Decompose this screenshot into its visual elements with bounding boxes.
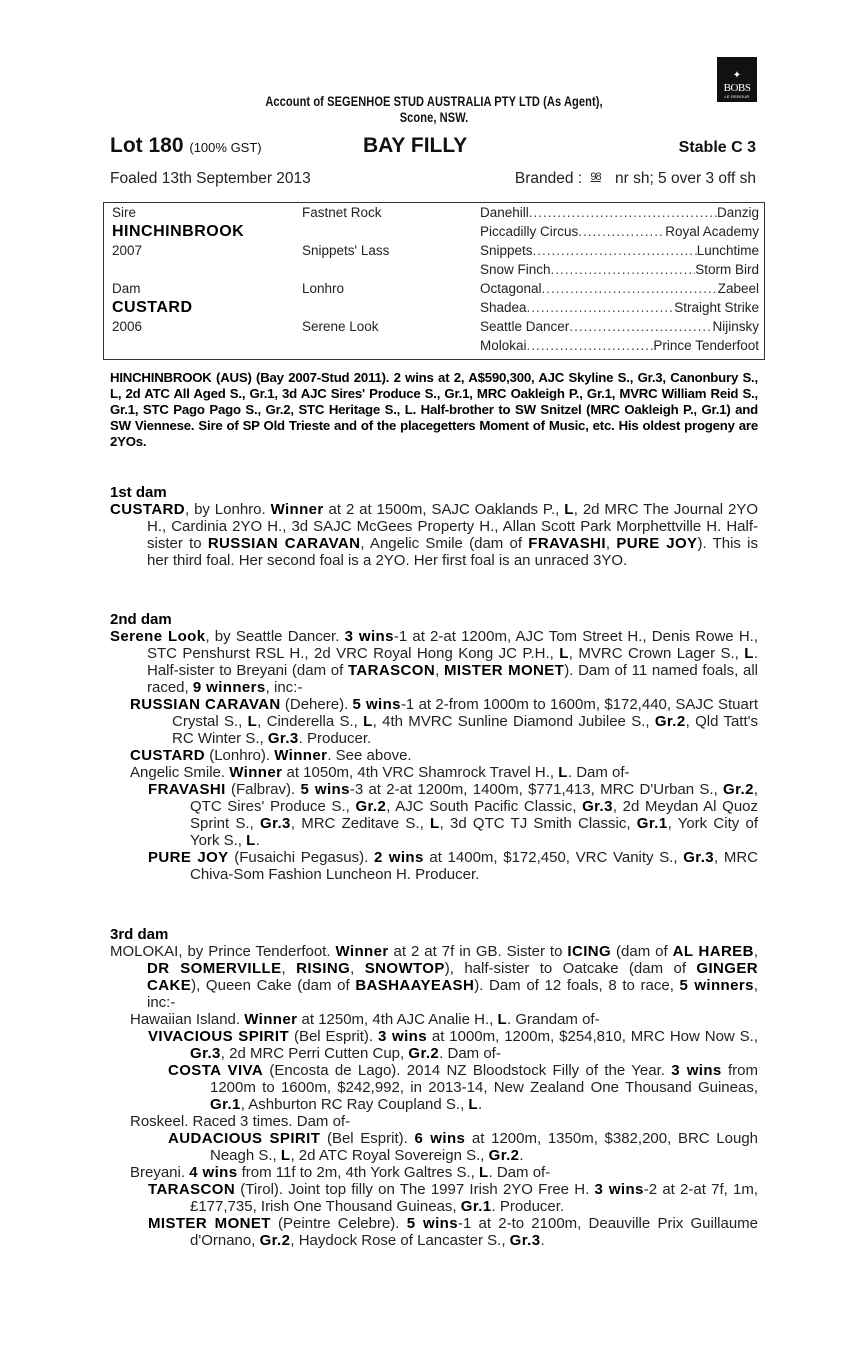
dam-name: CUSTARD [112,299,193,316]
text: , [350,960,365,977]
bold-text: L [247,713,258,730]
bold-text: L [558,764,568,781]
lot-number [110,134,262,158]
pedigree-entry [110,628,758,696]
pedigree-entry [110,1215,758,1249]
leader-dots [529,203,717,222]
section-heading: 1st dam [110,484,167,501]
bold-text: Serene Look [110,628,206,645]
text: ), Queen Cake (dam of [191,977,356,994]
gst-note: (100% GST) [189,140,262,155]
first-dam-section [110,484,758,569]
bold-text: SNOWTOP [364,960,445,977]
text: Breyani. [130,1164,190,1181]
bold-text: Gr.2 [259,1232,291,1249]
text: , 2d MRC The Journal 2YO H., Cardinia 2YO H., 3d SAJC McGees Property H., Allan Scott Park Morphettville H. Half-sister to [147,501,758,552]
sire-dam: Snippets' Lass [302,243,390,258]
bold-text: FRAVASHI [528,535,606,552]
bold-text: Winner [244,1011,298,1028]
bold-text: Gr.1 [210,1096,241,1113]
bold-text: 5 wins [352,696,401,713]
bold-text: COSTA VIVA [168,1062,264,1079]
bold-text: MISTER MONET [443,662,565,679]
text: ). This is her third foal. Her second foal is a 2YO. Her first foal is an unraced 3YO. [147,535,758,569]
pedigree-row: Snow Finch ..... Storm Bird [480,260,759,279]
bold-text: Gr.3 [509,1232,541,1249]
bold-text: RUSSIAN CARAVAN [130,696,281,713]
text: , MRC Chiva-Som Fashion Luncheon H. Producer. [190,849,759,883]
bold-text: Gr.3 [582,798,613,815]
pedigree-row: Piccadilly Circus ..... Royal Academy [480,222,759,241]
text: , 2d ATC Royal Sovereign S., [290,1147,489,1164]
bold-text: ICING [567,943,612,960]
text: -1 at 2-from 1000m to 1600m, $172,440, SAJC Stuart Crystal S., [172,696,759,730]
text: , inc:- [147,977,759,1011]
text: , [281,960,297,977]
pedigree-row: Snippets ..... Lunchtime [480,241,759,260]
text: Angelic Smile. [130,764,230,781]
vendor-line-2: Scone, NSW. [399,110,469,125]
text: Hawaiian Island. [130,1011,245,1028]
branded-info [515,170,756,188]
text: . [255,832,260,849]
bold-text: Winner [335,943,389,960]
text: (Tirol). Joint top filly on The 1997 Irish 2YO Free H. [235,1181,595,1198]
text: (dam of [611,943,673,960]
text: (Dehere). [280,696,353,713]
leader-dots [533,241,697,260]
text: from 11f to 2m, 4th York Galtres S., [237,1164,479,1181]
pedigree-entry [110,696,758,747]
text: (Bel Esprit). [320,1130,415,1147]
text: at 2 at 1500m, SAJC Oaklands P., [323,501,565,518]
bold-text: CUSTARD [130,747,206,764]
text: . [519,1147,524,1164]
pedigree-row: Shadea ..... Straight Strike [480,298,759,317]
foaled-date: Foaled 13th September 2013 [110,170,311,187]
pedigree-entry [110,781,758,849]
leader-dots [578,222,665,241]
text: -2 at 2-at 7f, 1m, £177,735, Irish One Thousand Guineas, [190,1181,758,1215]
pedigree-entry [110,1181,758,1215]
dam-dam: Serene Look [302,319,379,334]
bold-text: 5 winners [679,977,754,994]
bold-text: Winner [270,501,324,518]
text: at 1200m, 1350m, $382,200, BRC Lough Neagh S., [210,1130,759,1164]
text: . Producer. [298,730,372,747]
bold-text: 3 wins [594,1181,644,1198]
text: . Dam of- [567,764,630,781]
brand-description: nr sh; 5 over 3 off sh [614,170,756,187]
sire-label: Sire [112,205,137,220]
text: , AJC South Pacific Classic, [386,798,583,815]
bold-text: MISTER MONET [148,1215,271,1232]
section-heading: 3rd dam [110,926,169,943]
leader-dots [527,336,654,355]
pedigree-entry [110,1011,758,1028]
bold-text: BASHAAYEASH [355,977,475,994]
text: , by Seattle Dancer. [205,628,345,645]
bold-text: AUDACIOUS SPIRIT [168,1130,321,1147]
bobs-logo [717,57,757,102]
bold-text: 3 wins [671,1062,722,1079]
pedigree-entry [110,1113,758,1130]
pedigree-entry [110,764,758,781]
bold-text: 3 wins [344,628,394,645]
bold-text: L [744,645,754,662]
text: . Dam of- [488,1164,551,1181]
text: ). Dam of 11 named foals, all raced, [147,662,758,696]
horse-title: BAY FILLY [363,134,468,157]
sire-summary: HINCHINBROOK (AUS) (Bay 2007-Stud 2011). 2 wins at 2, A$590,300, AJC Skyline S., Gr.3, Canonbury S., L, 2d ATC All Aged S., Gr.1, 3d AJC Sires' Produce S., Gr.1, MRC Oakleigh P., Gr.1, MVRC William Reid S., Gr.1, STC Pago Pago S., Gr.2, STC Heritage S., L. Half-brother to SW Snitzel (MRC Oakleigh P., Gr.1) and SW Viennese. Sire of SP Old Trieste and of the placegetters Moment of Music, etc. His oldest progeny are 2YOs. [110,370,758,449]
text: at 1400m, $172,450, VRC Vanity S., [423,849,684,866]
bold-text: Winner [229,764,283,781]
bold-text: L [564,501,574,518]
text: , MRC Zeditave S., [290,815,430,832]
bold-text: Gr.3 [683,849,715,866]
pedigree-entry [110,849,758,883]
bold-text: DR SOMERVILLE [147,960,282,977]
text: . See above. [327,747,412,764]
bold-text: L [363,713,373,730]
bold-text: L [559,645,569,662]
bold-text: Gr.2 [488,1147,520,1164]
bold-text: VIVACIOUS SPIRIT [148,1028,290,1045]
text: (Fusaichi Pegasus). [228,849,374,866]
bold-text: 9 winners [192,679,266,696]
text: (Falbrav). [225,781,301,798]
text: (Peintre Celebre). [270,1215,407,1232]
bold-text: Gr.1 [636,815,668,832]
text: , 2d MRC Perri Cutten Cup, [220,1045,409,1062]
text: , Qld Tatt's RC Winter S., [172,713,758,747]
text: -3 at 2-at 1200m, 1400m, $771,413, MRC D'Urban S., [349,781,724,798]
bold-text: RISING [296,960,351,977]
sire-name: HINCHINBROOK [112,223,245,240]
bold-text: FRAVASHI [148,781,226,798]
pedigree-table [103,202,765,360]
dam-sire: Lonhro [302,281,345,296]
bold-text: Winner [274,747,328,764]
bold-text: L [429,815,440,832]
sire-sire: Fastnet Rock [302,205,382,220]
bold-text: L [478,1164,489,1181]
text: , Ashburton RC Ray Coupland S., [240,1096,469,1113]
sire-year: 2007 [112,243,143,258]
dam-year: 2006 [112,319,143,334]
brand-mark-icon: 98 [590,171,601,183]
bold-text: 5 wins [406,1215,458,1232]
text: MOLOKAI, by Prince Tenderfoot. [110,943,336,960]
lot-label: Lot 180 [110,134,184,157]
text: . Grandam of- [507,1011,600,1028]
pedigree-entry [110,1062,758,1113]
bold-text: L [497,1011,508,1028]
bold-text: L [280,1147,291,1164]
bird-icon: ✦ [732,70,742,81]
second-dam-section [110,611,758,883]
bold-text: RUSSIAN CARAVAN [207,535,361,552]
bold-text: Gr.3 [267,730,299,747]
branded-label: Branded : [514,170,583,187]
pedigree-row: Seattle Dancer ..... Nijinsky [480,317,759,336]
bold-text: Gr.3 [190,1045,221,1062]
bold-text: 4 wins [189,1164,238,1181]
section-heading: 2nd dam [110,611,172,628]
text: at 1050m, 4th VRC Shamrock Travel H., [282,764,559,781]
bold-text: Gr.2 [654,713,686,730]
text: at 1250m, 4th AJC Analie H., [297,1011,498,1028]
text: , Angelic Smile (dam of [360,535,529,552]
leader-dots [569,317,712,336]
bold-text: TARASCON [148,1181,236,1198]
text: . [478,1096,483,1113]
bold-text: L [246,832,256,849]
bold-text: AL HAREB [672,943,754,960]
text: . Producer. [491,1198,565,1215]
bold-text: TARASCON [347,662,436,679]
second-dam-entries [110,628,758,883]
text: , [605,535,617,552]
bold-text: 3 wins [377,1028,427,1045]
text: , QTC Sires' Produce S., [190,781,759,815]
text: . [540,1232,545,1249]
text: , inc:- [265,679,303,696]
text: at 2 at 7f in GB. Sister to [388,943,568,960]
vendor-header [168,94,699,126]
logo-wordmark: BOBS [723,82,751,94]
pedigree-entry [110,1028,758,1062]
bold-text: Gr.2 [355,798,387,815]
pedigree-row: Molokai ..... Prince Tenderfoot [480,336,759,355]
pedigree-entry [110,1130,758,1164]
bold-text: CUSTARD [110,501,186,518]
text: ), half-sister to Oatcake (dam of [444,960,697,977]
text: , by Lonhro. [185,501,271,518]
bold-text: Gr.2 [408,1045,440,1062]
text: , MVRC Crown Lager S., [568,645,745,662]
pedigree-entry [110,1164,758,1181]
pedigree-row: Octagonal ..... Zabeel [480,279,759,298]
bold-text: GINGER CAKE [147,960,758,994]
text: , Haydock Rose of Lancaster S., [290,1232,510,1249]
text: from 1200m to 1600m, $242,992, in 2013-14, New Zealand One Thousand Guineas, [210,1062,759,1096]
pedigree-entry [110,747,758,764]
bold-text: Gr.2 [723,781,754,798]
lot-line [110,134,758,160]
text: , 3d QTC TJ Smith Classic, [439,815,637,832]
dam-label: Dam [112,281,141,296]
bold-text: Gr.1 [460,1198,492,1215]
text: (Encosta de Lago). 2014 NZ Bloodstock Filly of the Year. [263,1062,672,1079]
pedigree-row: Danehill ..... Danzig [480,203,759,222]
text: , [753,943,758,960]
text: . Half-sister to Breyani (dam of [147,645,758,679]
text: at 1000m, 1200m, $254,810, MRC How Now S., [426,1028,759,1045]
bold-text: Gr.3 [260,815,291,832]
bold-text: 5 wins [300,781,350,798]
third-dam-entries [110,943,758,1249]
text: ). Dam of 12 foals, 8 to race, [474,977,680,994]
text: -1 at 2-at 1200m, AJC Tom Street H., Denis Rowe H., STC Penshurst RSL H., 2d VRC Royal Hong Kong JC P.H., [147,628,759,662]
bold-text: PURE JOY [148,849,229,866]
text: , Cinderella S., [257,713,364,730]
bold-text: 2 wins [373,849,424,866]
bold-text: PURE JOY [616,535,698,552]
text: , York City of York S., [190,815,759,849]
pedigree-entry [110,943,758,1011]
stable-location: Stable C 3 [678,139,756,156]
text: Roskeel. Raced 3 times. Dam of- [130,1113,351,1130]
leader-dots [551,260,696,279]
leader-dots [527,298,675,317]
text: -1 at 2-to 2100m, Deauville Prix Guillaume d'Ornano, [190,1215,759,1249]
bold-text: 6 wins [414,1130,466,1147]
text: . Dam of- [439,1045,501,1062]
logo-subtitle: LE REBOUR [724,94,750,99]
text: , 4th MVRC Sunline Diamond Jubilee S., [372,713,655,730]
text: , [435,662,444,679]
text: , 2d Meydan Al Quoz Sprint S., [190,798,759,832]
bold-text: L [468,1096,478,1113]
leader-dots [542,279,718,298]
text: (Lonhro). [205,747,275,764]
third-dam-section [110,926,758,1249]
first-dam-paragraph [110,501,758,569]
text: (Bel Esprit). [289,1028,378,1045]
vendor-line-1: Account of SEGENHOE STUD AUSTRALIA PTY LTD (As Agent), [265,94,603,109]
